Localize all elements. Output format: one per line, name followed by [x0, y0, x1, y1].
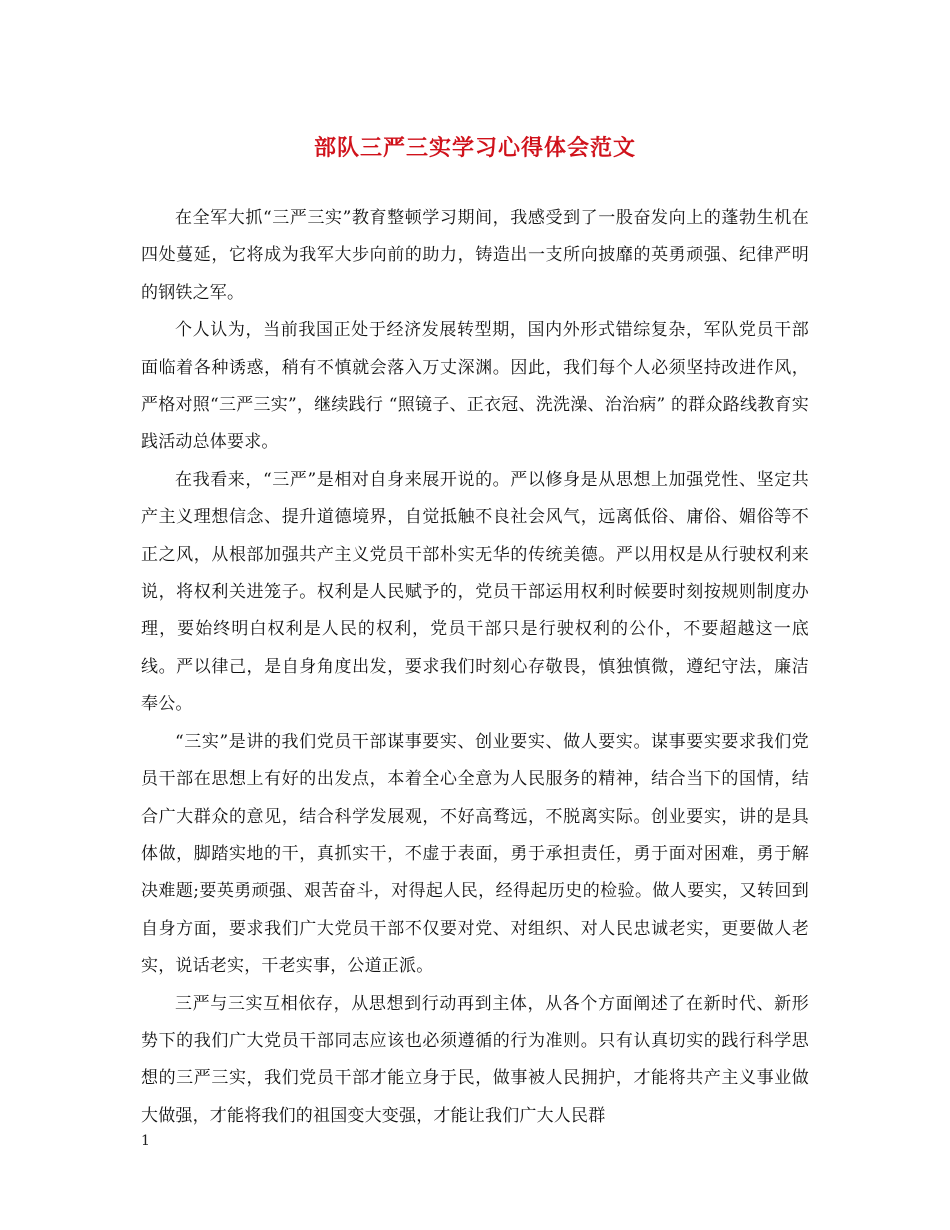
document-body — [141, 200, 809, 1135]
paragraph: “三实”是讲的我们党员干部谋事要实、创业要实、做人要实。谋事要实要求我们党员干部在思想上有好的出发点，本着全心全意为人民服务的精神，结合当下的国情，结合广大群众的意见，结合科学发展观，不好高骛远，不脱离实际。创业要实，讲的是具体做，脚踏实地的干，真抓实干，不虚于表面，勇于承担责任，勇于面对困难，勇于解决难题;要英勇顽强、艰苦奋斗，对得起人民，经得起历史的检验。做人要实，又转回到自身方面，要求我们广大党员干部不仅要对党、对组织、对人民忠诚老实，更要做人老实，说话老实，干老实事，公道正派。 — [141, 731, 809, 977]
paragraph: 三严与三实互相依存，从思想到行动再到主体，从各个方面阐述了在新时代、新形势下的我们广大党员干部同志应该也必须遵循的行为准则。只有认真切实的践行科学思想的三严三实，我们党员干部才能立身于民，做事被人民拥护，才能将共产主义事业做大做强，才能将我们的祖国变大变强，才能让我们广大人民群 — [141, 993, 809, 1126]
paragraph: 在全军大抓“三严三实”教育整顿学习期间，我感受到了一股奋发向上的蓬勃生机在四处蔓延，它将成为我军大步向前的助力，铸造出一支所向披靡的英勇顽强、纪律严明的钢铁之军。 — [141, 208, 809, 303]
document-title: 部队三严三实学习心得体会范文 — [313, 135, 636, 161]
page-number: 1 — [141, 1133, 150, 1149]
paragraph: 在我看来，“三严”是相对自身来展开说的。严以修身是从思想上加强党性、坚定共产主义理想信念、提升道德境界，自觉抵触不良社会风气，远离低俗、庸俗、媚俗等不正之风，从根部加强共产主义党员干部朴实无华的传统美德。严以用权是从行驶权利来说，将权利关进笼子。权利是人民赋予的，党员干部运用权利时候要时刻按规则制度办理，要始终明白权利是人民的权利，党员干部只是行驶权利的公仆，不要超越这一底线。严以律己，是自身角度出发，要求我们时刻心存敬畏，慎独慎微，遵纪守法，廉洁奉公。 — [141, 469, 809, 715]
paragraph: 个人认为，当前我国正处于经济发展转型期，国内外形式错综复杂，军队党员干部面临着各种诱惑，稍有不慎就会落入万丈深渊。因此，我们每个人必须坚持改进作风，严格对照“三严三实”，继续践行 “照镜子、正衣冠、洗洗澡、治治病” 的群众路线教育实践活动总体要求。 — [141, 320, 809, 453]
